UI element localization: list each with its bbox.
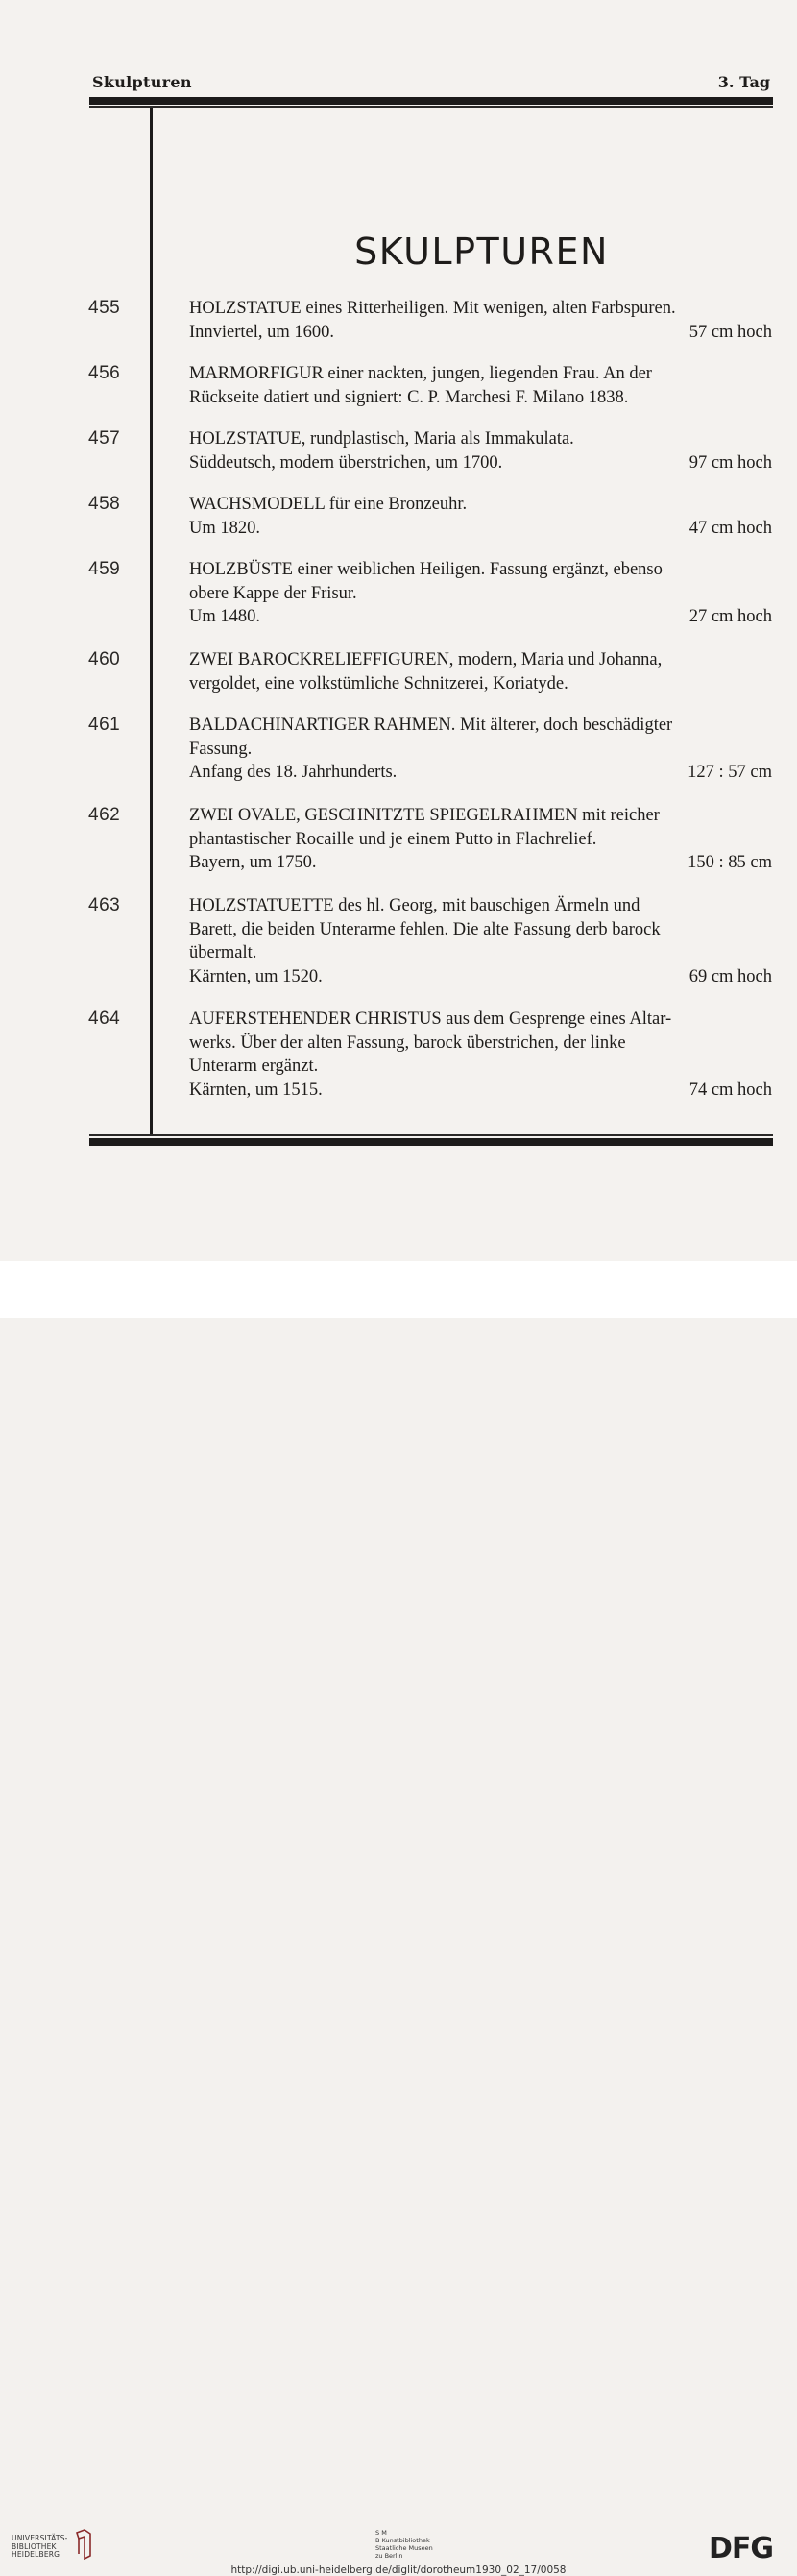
line-text: MARMORFIGUR einer nackten, jungen, liegenden Frau. An der — [189, 364, 652, 383]
line-text: HOLZSTATUE, rundplastisch, Maria als Immakulata. — [189, 429, 574, 449]
description-line — [189, 427, 772, 451]
bottom-rule — [89, 1138, 773, 1146]
description-line — [189, 362, 772, 386]
kunstbibliothek-label: S M B Kunstbibliothek Staatliche Museen zu Berlin — [375, 2529, 433, 2560]
dimensions: 57 cm hoch — [688, 322, 772, 342]
description-line — [189, 1008, 772, 1032]
lot-description — [189, 493, 772, 540]
bottom-rule-thin — [89, 1134, 773, 1136]
line-text: übermalt. — [189, 943, 257, 962]
dimensions: 74 cm hoch — [688, 1080, 772, 1100]
dimensions: 127 : 57 cm — [688, 763, 772, 782]
lot-number: 464 — [88, 1009, 121, 1029]
lot-description — [189, 804, 772, 875]
description-line — [189, 761, 772, 785]
line-text: Kärnten, um 1520. — [189, 966, 323, 986]
dfg-logo: DFG — [709, 2532, 774, 2565]
lot-description — [189, 362, 772, 409]
lot-number: 460 — [88, 649, 121, 669]
line-text: HOLZSTATUETTE des hl. Georg, mit bauschigen Ärmeln und — [189, 896, 640, 915]
description-line — [189, 941, 772, 965]
column-divider — [150, 108, 153, 1135]
line-text: Anfang des 18. Jahrhunderts. — [189, 763, 398, 782]
dimensions: 69 cm hoch — [688, 966, 772, 986]
description-line — [189, 738, 772, 762]
line-text: Fassung. — [189, 739, 253, 759]
lot-number: 455 — [88, 298, 121, 318]
top-rule-thin — [89, 106, 773, 108]
dimensions: 150 : 85 cm — [688, 853, 772, 872]
description-line — [189, 851, 772, 875]
top-rule — [89, 97, 773, 105]
line-text: vergoldet, eine volkstümliche Schnitzerei, Koriatyde. — [189, 673, 568, 693]
document-page — [0, 0, 797, 1261]
lot-description — [189, 1008, 772, 1102]
lot-description — [189, 297, 772, 344]
lot-description — [189, 894, 772, 988]
description-line — [189, 558, 772, 582]
description-line — [189, 297, 772, 321]
line-text: Süddeutsch, modern überstrichen, um 1700. — [189, 452, 503, 473]
description-line — [189, 517, 772, 541]
dimensions: 27 cm hoch — [688, 607, 772, 626]
line-text: ZWEI BAROCKRELIEFFIGUREN, modern, Maria und Johanna, — [189, 650, 663, 669]
description-line — [189, 605, 772, 629]
lot-number: 456 — [88, 363, 121, 383]
description-line — [189, 1032, 772, 1056]
line-text: WACHSMODELL für eine Bronzeuhr. — [189, 495, 468, 514]
lot-number: 463 — [88, 895, 121, 915]
line-text: BALDACHINARTIGER RAHMEN. Mit älterer, doch beschädigter — [189, 716, 673, 735]
dimensions: 47 cm hoch — [688, 518, 772, 538]
dimensions: 97 cm hoch — [688, 452, 772, 473]
line-text: Barett, die beiden Unterarme fehlen. Die alte Fassung derb barock — [189, 919, 661, 939]
lot-number: 462 — [88, 805, 121, 825]
line-text: werks. Über der alten Fassung, barock überstrichen, der linke — [189, 1033, 626, 1053]
lot-number: 461 — [88, 715, 121, 735]
description-line — [189, 965, 772, 989]
university-logo-icon — [75, 2529, 92, 2560]
line-text: Unterarm ergänzt. — [189, 1057, 319, 1076]
line-text: Kärnten, um 1515. — [189, 1080, 323, 1100]
line-text: HOLZBÜSTE einer weiblichen Heiligen. Fassung ergänzt, ebenso — [189, 560, 663, 579]
lot-number: 457 — [88, 428, 121, 449]
permalink-url[interactable]: http://digi.ub.uni-heidelberg.de/diglit/dorotheum1930_02_17/0058 — [230, 2564, 567, 2576]
description-line — [189, 451, 772, 475]
description-line — [189, 386, 772, 410]
description-line — [189, 918, 772, 942]
description-line — [189, 672, 772, 696]
description-line — [189, 648, 772, 672]
description-line — [189, 493, 772, 517]
line-text: obere Kappe der Frisur. — [189, 583, 357, 603]
university-library-label: UNIVERSITÄTS- BIBLIOTHEK HEIDELBERG — [12, 2534, 68, 2559]
description-line — [189, 582, 772, 606]
line-text: ZWEI OVALE, GESCHNITZTE SPIEGELRAHMEN mit reicher — [189, 806, 660, 825]
description-line — [189, 1055, 772, 1079]
lot-description — [189, 558, 772, 629]
description-line — [189, 804, 772, 828]
description-line — [189, 321, 772, 345]
line-text: Rückseite datiert und signiert: C. P. Marchesi F. Milano 1838. — [189, 387, 629, 407]
description-line — [189, 894, 772, 918]
viewer-footer — [0, 1261, 797, 2576]
lot-description — [189, 648, 772, 695]
running-head-day: 3. Tag — [717, 73, 770, 91]
line-text: Um 1820. — [189, 518, 260, 538]
line-text: Bayern, um 1750. — [189, 853, 317, 872]
line-text: phantastischer Rocaille und je einem Putto in Flachrelief. — [189, 829, 597, 849]
lot-description — [189, 427, 772, 474]
line-text: AUFERSTEHENDER CHRISTUS aus dem Gesprenge eines Altar- — [189, 1009, 672, 1029]
page-title: SKULPTUREN — [354, 231, 609, 273]
description-line — [189, 1079, 772, 1103]
description-line — [189, 828, 772, 852]
running-head-section: Skulpturen — [92, 73, 192, 91]
line-text: HOLZSTATUE eines Ritterheiligen. Mit wenigen, alten Farbspuren. — [189, 299, 676, 318]
lot-number: 458 — [88, 494, 121, 514]
lot-number: 459 — [88, 559, 121, 579]
lot-description — [189, 714, 772, 785]
description-line — [189, 714, 772, 738]
line-text: Um 1480. — [189, 607, 260, 626]
line-text: Innviertel, um 1600. — [189, 322, 335, 342]
